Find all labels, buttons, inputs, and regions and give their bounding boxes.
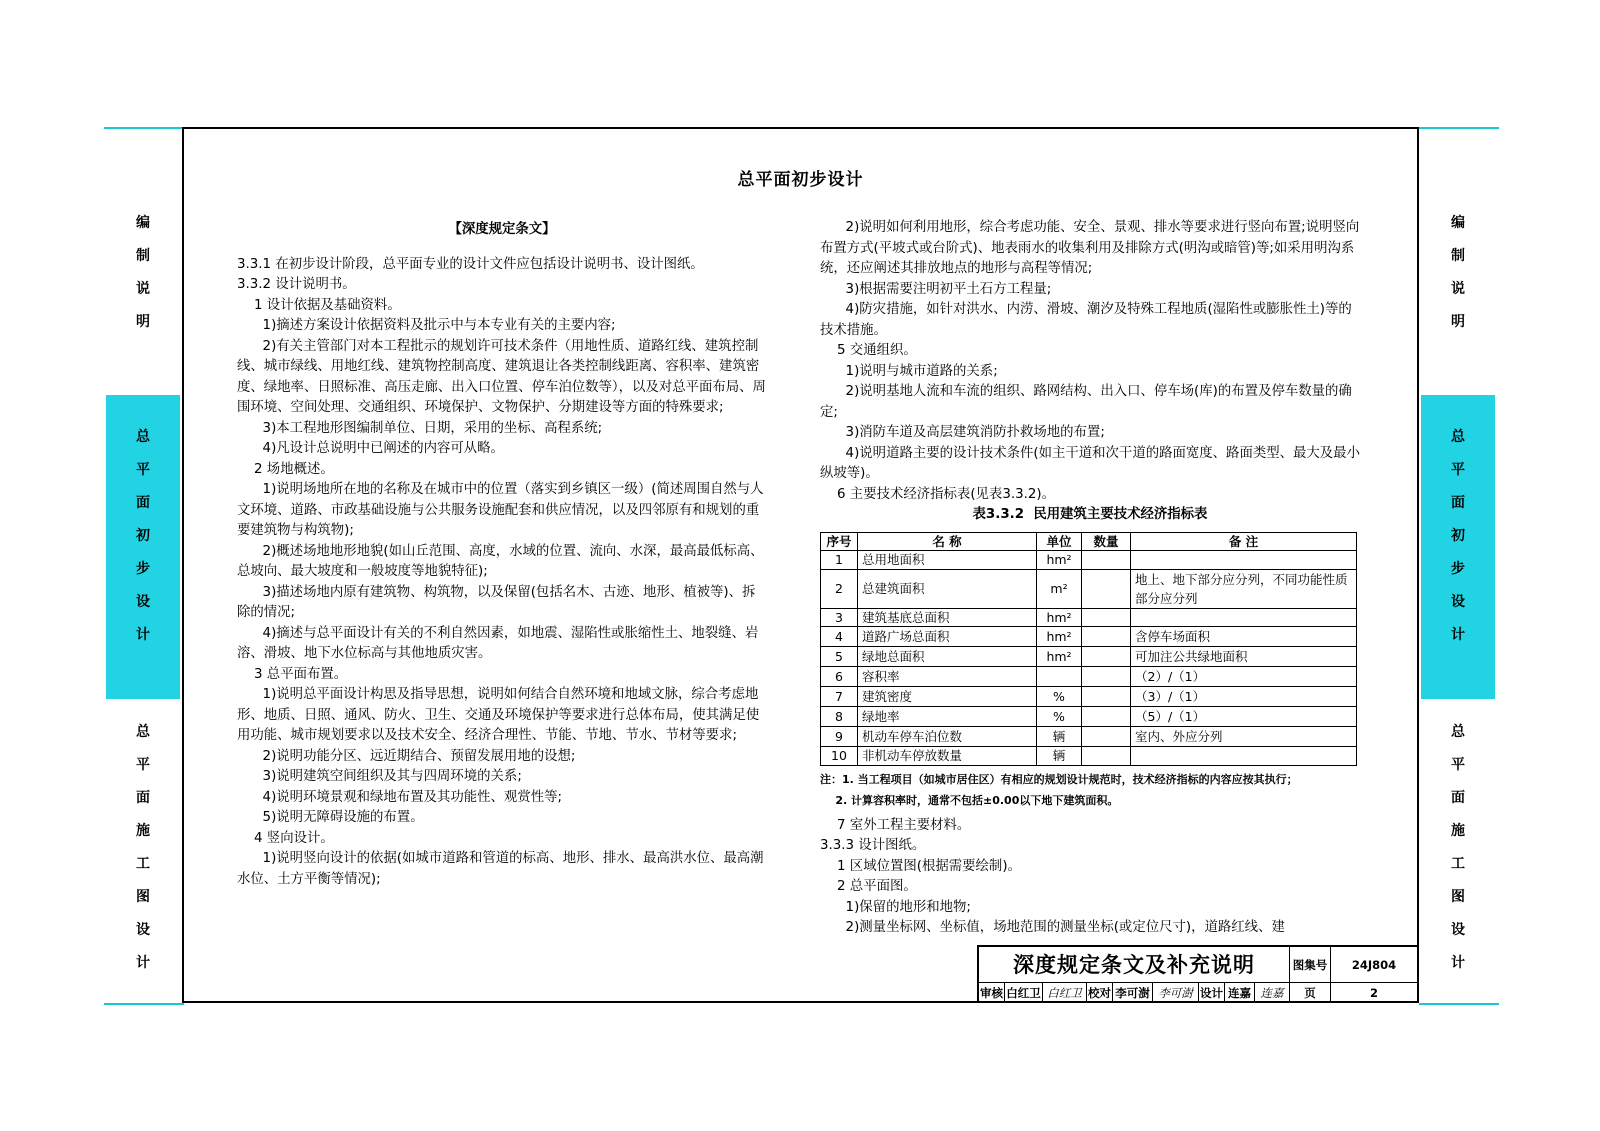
paragraph: 6 主要技术经济指标表(见表3.3.2)。 bbox=[820, 486, 1056, 502]
row-number: 8 bbox=[821, 707, 858, 727]
table-body bbox=[821, 551, 1357, 766]
tab-char: 工 bbox=[1451, 856, 1465, 872]
row-note: 室内、外应分列 bbox=[1131, 727, 1357, 747]
paragraph: 4)摘述与总平面设计有关的不利自然因素，如地震、湿陷性或胀缩性土、地裂缝、岩溶、滑坡、地下水位标高与其他地质灾害。 bbox=[237, 625, 759, 661]
tab-char: 设 bbox=[136, 594, 150, 610]
paragraph: 4)防灾措施，如针对洪水、内涝、滑坡、潮汐及特殊工程地质(湿陷性或膨胀性土)等的技术措施。 bbox=[820, 302, 1352, 338]
table-row bbox=[821, 707, 1357, 727]
check-label: 校对 bbox=[1087, 983, 1113, 1003]
row-name: 总用地面积 bbox=[858, 551, 1037, 570]
paragraph: 1)说明总平面设计构思及指导思想，说明如何结合自然环境和地域文脉，综合考虑地形、地质、日照、通风、防火、卫生、交通及环境保护等要求进行总体布局，使其满足使用功能、城市规划要求以及技术安全、经济合理性、节能、节地、节水、节材等要求; bbox=[237, 687, 760, 743]
table-row bbox=[821, 608, 1357, 627]
left-text-column bbox=[237, 220, 767, 890]
paragraph: 2)概述场地地形地貌(如山丘范围、高度，水域的位置、流向、水深，最高最低标高、总坡向、最大坡度和一般坡度等地貌特征); bbox=[237, 543, 764, 579]
paragraph: 3)消防车道及高层建筑消防扑救场地的布置; bbox=[820, 425, 1105, 440]
row-unit bbox=[1037, 667, 1082, 687]
table-row bbox=[821, 551, 1357, 570]
tab-char: 编 bbox=[136, 215, 150, 231]
row-unit: hm² bbox=[1037, 647, 1082, 667]
tab-char: 面 bbox=[1451, 495, 1465, 511]
paragraph: 2)有关主管部门对本工程批示的规划许可技术条件（用地性质、道路红线、建筑控制线、城市绿线、用地红线、建筑物控制高度、建筑退让各类控制线距离、容积率、建筑密度、绿地率、日照标准、高压走廊、出入口位置、停车泊位数等），以及对总平面布局、周围环境、空间处理、交通组织、环境保护、文物保护、分期建设等方面的特殊要求; bbox=[237, 338, 766, 415]
tab-char: 总 bbox=[1451, 724, 1465, 740]
row-unit: m² bbox=[1037, 569, 1082, 608]
paragraph: 1)摘述方案设计依据资料及批示中与本专业有关的主要内容; bbox=[237, 318, 616, 333]
paragraph: 2)测量坐标网、坐标值，场地范围的测量坐标(或定位尺寸)，道路红线、建 bbox=[820, 920, 1285, 936]
paragraph: 4 竖向设计。 bbox=[237, 830, 334, 846]
paragraph: 2 场地概述。 bbox=[237, 461, 334, 477]
row-unit: 辆 bbox=[1037, 747, 1082, 766]
left-sidebar bbox=[106, 128, 180, 1003]
sidebar-left-tab-1[interactable] bbox=[106, 395, 180, 699]
tab-char: 图 bbox=[1451, 889, 1465, 905]
drawing-title: 深度规定条文及补充说明 bbox=[979, 947, 1290, 983]
paragraph: 1 区域位置图(根据需要绘制)。 bbox=[820, 858, 1021, 874]
row-note: 地上、地下部分应分列，不同功能性质部分应分列 bbox=[1131, 569, 1357, 608]
sidebar-right-tab-0[interactable] bbox=[1421, 207, 1495, 339]
right-text-column bbox=[820, 218, 1360, 939]
page-title: 总平面初步设计 bbox=[737, 170, 864, 190]
tab-char: 设 bbox=[136, 922, 150, 938]
check-name: 李可澍 bbox=[1113, 983, 1153, 1003]
page-number: 2 bbox=[1369, 986, 1378, 1000]
atlas-label: 图集号 bbox=[1290, 947, 1331, 983]
paragraph: 3.3.1 在初步设计阶段，总平面专业的设计文件应包括设计说明书、设计图纸。 bbox=[237, 256, 704, 272]
right-text-bottom bbox=[820, 816, 1360, 939]
row-name: 总建筑面积 bbox=[858, 569, 1037, 608]
col-header-note: 备 注 bbox=[1131, 532, 1357, 551]
row-quantity bbox=[1082, 608, 1131, 627]
row-note: （5）/（1） bbox=[1131, 707, 1357, 727]
row-note bbox=[1131, 608, 1357, 627]
table-note: 2. 计算容积率时，通常不包括±0.00以下地下建筑面积。 bbox=[820, 793, 1119, 807]
sidebar-left-tab-0[interactable] bbox=[106, 207, 180, 339]
paragraph: 5)说明无障碍设施的布置。 bbox=[237, 810, 424, 825]
table-row bbox=[821, 627, 1357, 647]
paragraph bbox=[237, 241, 767, 255]
tab-char: 步 bbox=[1451, 561, 1465, 577]
row-name: 建筑基底总面积 bbox=[858, 608, 1037, 627]
row-name: 非机动车停放数量 bbox=[858, 747, 1037, 766]
tab-char: 设 bbox=[1451, 922, 1465, 938]
paragraph: 5 交通组织。 bbox=[820, 343, 917, 358]
row-quantity bbox=[1082, 569, 1131, 608]
row-quantity bbox=[1082, 747, 1131, 766]
design-signature: 连嘉 bbox=[1255, 983, 1290, 1003]
paragraph: 3 总平面布置。 bbox=[237, 666, 348, 682]
paragraph: 2 总平面图。 bbox=[820, 879, 917, 895]
tab-char: 明 bbox=[1451, 314, 1465, 330]
tab-char: 总 bbox=[136, 429, 150, 445]
row-quantity bbox=[1082, 627, 1131, 647]
row-number: 9 bbox=[821, 727, 858, 747]
row-note bbox=[1131, 747, 1357, 766]
row-number: 5 bbox=[821, 647, 858, 667]
tab-char: 面 bbox=[136, 495, 150, 511]
tab-char: 面 bbox=[136, 790, 150, 806]
row-quantity bbox=[1082, 727, 1131, 747]
table-note: 注：1. 当工程项目（如城市居住区）有相应的规划设计规范时，技术经济指标的内容应按其执行； bbox=[820, 772, 1298, 786]
tech-econ-table bbox=[820, 532, 1357, 766]
tab-char: 施 bbox=[1451, 823, 1465, 839]
row-number: 4 bbox=[821, 627, 858, 647]
tab-char: 步 bbox=[136, 561, 150, 577]
tab-char: 总 bbox=[1451, 429, 1465, 445]
tab-char: 计 bbox=[1451, 627, 1465, 643]
row-note: 含停车场面积 bbox=[1131, 627, 1357, 647]
row-number: 6 bbox=[821, 667, 858, 687]
right-text-top bbox=[820, 218, 1360, 505]
table-header-row bbox=[821, 532, 1357, 551]
row-unit: 辆 bbox=[1037, 727, 1082, 747]
paragraph: 4)说明环境景观和绿地布置及其功能性、观赏性等; bbox=[237, 789, 563, 805]
paragraph: 1 设计依据及基础资料。 bbox=[237, 297, 401, 313]
row-name: 容积率 bbox=[858, 667, 1037, 687]
sidebar-right-tab-1[interactable] bbox=[1421, 395, 1495, 699]
tab-char: 平 bbox=[136, 462, 150, 478]
row-number: 3 bbox=[821, 608, 858, 627]
drawing-frame bbox=[182, 127, 1419, 1003]
paragraph: 3)说明建筑空间组织及其与四周环境的关系; bbox=[237, 769, 522, 784]
row-note bbox=[1131, 551, 1357, 570]
bottom-guide-line-right bbox=[1419, 1003, 1499, 1005]
tab-char: 图 bbox=[136, 889, 150, 905]
paragraph: 7 室外工程主要材料。 bbox=[820, 817, 971, 833]
tab-char: 设 bbox=[1451, 594, 1465, 610]
row-unit: % bbox=[1037, 687, 1082, 707]
paragraph: 3.3.2 设计说明书。 bbox=[237, 277, 356, 292]
row-unit: hm² bbox=[1037, 627, 1082, 647]
title-block bbox=[977, 945, 1419, 1003]
paragraph: 4)说明道路主要的设计技术条件(如主干道和次干道的路面宽度、路面类型、最大及最小纵坡等)。 bbox=[820, 445, 1360, 481]
review-label: 审核 bbox=[979, 983, 1005, 1003]
row-quantity bbox=[1082, 667, 1131, 687]
table-row bbox=[821, 727, 1357, 747]
row-name: 机动车停车泊位数 bbox=[858, 727, 1037, 747]
row-number: 10 bbox=[821, 747, 858, 766]
tab-char: 初 bbox=[1451, 528, 1465, 544]
row-unit: % bbox=[1037, 707, 1082, 727]
paragraph: 4)凡设计总说明中已阐述的内容可从略。 bbox=[237, 441, 504, 456]
paragraph: 3)描述场地内原有建筑物、构筑物，以及保留(包括名木、古迹、地形、植被等)、拆除的情况; bbox=[237, 584, 756, 620]
table-row bbox=[821, 569, 1357, 608]
row-number: 2 bbox=[821, 569, 858, 608]
row-quantity bbox=[1082, 707, 1131, 727]
paragraph: 【深度规定条文】 bbox=[448, 222, 556, 237]
tab-char: 制 bbox=[136, 248, 150, 264]
tab-char: 明 bbox=[136, 314, 150, 330]
tab-char: 施 bbox=[136, 823, 150, 839]
check-signature: 李可澍 bbox=[1153, 983, 1199, 1003]
table-row bbox=[821, 667, 1357, 687]
row-name: 绿地率 bbox=[858, 707, 1037, 727]
paragraph: 2)说明功能分区、远近期结合、预留发展用地的设想; bbox=[237, 748, 576, 764]
paragraph: 1)说明与城市道路的关系; bbox=[820, 363, 998, 379]
tab-char: 工 bbox=[136, 856, 150, 872]
tab-char: 制 bbox=[1451, 248, 1465, 264]
sidebar-right-tab-2[interactable] bbox=[1421, 716, 1495, 980]
paragraph: 3)本工程地形图编制单位、日期，采用的坐标、高程系统; bbox=[237, 420, 603, 436]
tab-char: 说 bbox=[136, 281, 150, 297]
table-row bbox=[821, 647, 1357, 667]
design-label: 设计 bbox=[1199, 983, 1225, 1003]
tab-char: 说 bbox=[1451, 281, 1465, 297]
row-number: 1 bbox=[821, 551, 858, 570]
paragraph: 2)说明如何利用地形，综合考虑功能、安全、景观、排水等要求进行竖向布置;说明竖向布置方式(平坡式或台阶式)、地表雨水的收集利用及排除方式(明沟或暗管)等;如采用明沟系统，还应阐述其排放地点的地形与高程等情况; bbox=[820, 220, 1360, 276]
review-name: 白红卫 bbox=[1005, 983, 1043, 1003]
tab-char: 计 bbox=[136, 955, 150, 971]
col-header-name: 名 称 bbox=[858, 532, 1037, 551]
review-signature: 白红卫 bbox=[1043, 983, 1087, 1003]
table-caption: 表3.3.2 民用建筑主要技术经济指标表 bbox=[972, 507, 1208, 522]
tab-char: 面 bbox=[1451, 790, 1465, 806]
row-note: （2）/（1） bbox=[1131, 667, 1357, 687]
tab-char: 总 bbox=[136, 724, 150, 740]
col-header-qty: 数量 bbox=[1082, 532, 1131, 551]
sidebar-left-tab-2[interactable] bbox=[106, 716, 180, 980]
paragraph: 2)说明基地人流和车流的组织、路网结构、出入口、停车场(库)的布置及停车数量的确定; bbox=[820, 384, 1352, 420]
row-quantity bbox=[1082, 647, 1131, 667]
col-header-unit: 单位 bbox=[1037, 532, 1082, 551]
row-name: 建筑密度 bbox=[858, 687, 1037, 707]
row-note: 可加注公共绿地面积 bbox=[1131, 647, 1357, 667]
design-name: 连嘉 bbox=[1225, 983, 1255, 1003]
paragraph: 3.3.3 设计图纸。 bbox=[820, 838, 926, 854]
table-row bbox=[821, 687, 1357, 707]
tab-char: 平 bbox=[1451, 462, 1465, 478]
tab-char: 平 bbox=[136, 757, 150, 773]
atlas-number: 24J804 bbox=[1331, 947, 1417, 983]
tab-char: 计 bbox=[1451, 955, 1465, 971]
right-sidebar bbox=[1421, 128, 1495, 1003]
tab-char: 初 bbox=[136, 528, 150, 544]
table-notes bbox=[820, 772, 1360, 808]
row-number: 7 bbox=[821, 687, 858, 707]
table-row bbox=[821, 747, 1357, 766]
row-quantity bbox=[1082, 687, 1131, 707]
row-note: （3）/（1） bbox=[1131, 687, 1357, 707]
paragraph: 1)说明竖向设计的依据(如城市道路和管道的标高、地形、排水、最高洪水位、最高潮水位、土方平衡等情况); bbox=[237, 851, 764, 887]
paragraph: 1)说明场地所在地的名称及在城市中的位置（落实到乡镇区一级）(简述周围自然与人文环境、道路、市政基础设施与公共服务设施配套和供应情况，以及四邻原有和规划的重要建筑物与构筑物); bbox=[237, 482, 764, 538]
col-header-no: 序号 bbox=[821, 532, 858, 551]
row-name: 绿地总面积 bbox=[858, 647, 1037, 667]
tab-char: 计 bbox=[136, 627, 150, 643]
row-unit: hm² bbox=[1037, 551, 1082, 570]
paragraph: 1)保留的地形和地物; bbox=[820, 899, 971, 915]
row-unit: hm² bbox=[1037, 608, 1082, 627]
row-quantity bbox=[1082, 551, 1131, 570]
paragraph: 3)根据需要注明初平土石方工程量; bbox=[820, 281, 1052, 297]
tab-char: 平 bbox=[1451, 757, 1465, 773]
tab-char: 编 bbox=[1451, 215, 1465, 231]
page-label: 页 bbox=[1290, 983, 1331, 1003]
bottom-guide-line-left bbox=[104, 1003, 184, 1005]
row-name: 道路广场总面积 bbox=[858, 627, 1037, 647]
